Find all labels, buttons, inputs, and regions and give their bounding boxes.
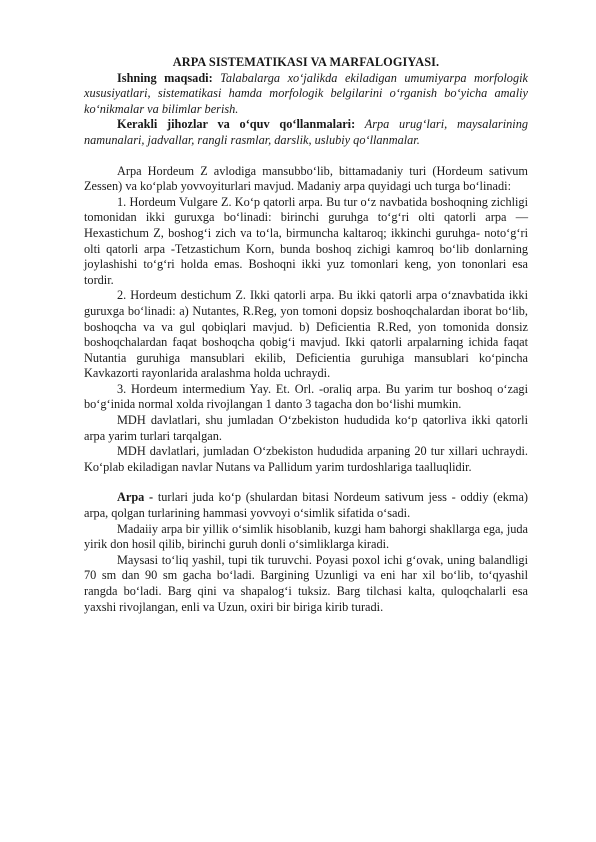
- paragraph-spacer: [84, 475, 528, 490]
- paragraph-spacer: [84, 149, 528, 164]
- arpa-label: Arpa -: [117, 490, 154, 505]
- tools-paragraph: [84, 117, 528, 148]
- goal-label: Ishning maqsadi:: [117, 70, 213, 85]
- body-paragraph: 2. Hordeum destichum Z. Ikki qatorli arpa. Bu ikki qatorli arpa o‘znavbatida ikki guruxga bo‘linadi: a) Nutantes, R.Reg, yon tomoni dopsiz boshoqchalardan iborat bo‘lib, boshoqcha va va gul qobiqlari mavjud. b) Deficientia R.Red, yon tomonida donsiz boshoqchalardan faqat boshoqcha qobig‘i mavjud. Ikki qatorli arpalarning ichida faqat Nutantia guruhiga mansublari ekilib, Deficientia guruhiga mansublari ko‘pincha Kavkazorti rayonlarida aralashma holda uchraydi.: [84, 288, 528, 381]
- body-paragraph: MDH davlatlari, jumladan O‘zbekiston hududida arpaning 20 tur xillari uchraydi. Ko‘plab ekiladigan navlar Nutans va Pallidum yarim turdoshlariga taalluqlidir.: [84, 444, 528, 474]
- body-paragraph: 1. Hordeum Vulgare Z. Ko‘p qatorli arpa. Bu tur o‘z navbatida boshoqning zichligi tomonidan ikki guruxga bo‘linadi: birinchi guruhga to‘g‘ri olti qatorli arpa — Hexastichum Z, boshog‘i zich va to‘la, birmuncha kaltaroq; ikkinchi guruhga- noto‘g‘ri olti qatorli arpa -Tetzastichum Korn, bunda boshoq zichigi kamroq bo‘lib donlarning joylashishi to‘g‘ri holda emas. Boshoqni ikki yuz tomonlari keng, yon tononlari esa tordir.: [84, 194, 528, 287]
- body-paragraph: Madaiiy arpa bir yillik o‘simlik hisoblanib, kuzgi ham bahorgi shakllarga ega, juda yirik don hosil qilib, birinchi guruh donli o‘simliklarga kiradi.: [84, 521, 528, 552]
- arpa-paragraph: [84, 490, 528, 521]
- goal-text: Talabalarga xo‘jalikda ekiladigan umumiyarpa morfologik xususiyatlari, sistematikasi hamda morfologik belgilarini o‘rganish bo‘yicha amaliy ko‘nikmalar va bilimlar berish.: [84, 70, 528, 116]
- arpa-text: turlari juda ko‘p (shulardan bitasi Nordeum sativum jess - oddiy (ekma) arpa, qolgan turlarining hammasi yovvoyi o‘simlik sifatida o‘sadi.: [84, 490, 528, 521]
- goal-paragraph: [84, 71, 528, 118]
- body-paragraph: 3. Hordeum intermedium Yay. Et. Orl. -oraliq arpa. Bu yarim tur boshoq o‘zagi bo‘g‘inida normal xolda rivojlangan 1 danto 3 tagacha don bo‘lishi mumkin.: [84, 381, 528, 412]
- tools-label: Kerakli jihozlar va o‘quv qo‘llanmalari:: [117, 117, 356, 132]
- body-paragraph: MDH davlatlari, shu jumladan O‘zbekiston hududida ko‘p qatorliva ikki qatorli arpa yarim turlari tarqalgan.: [84, 413, 528, 443]
- body-paragraph: Arpa Hordeum Z avlodiga mansubbo‘lib, bittamadaniy turi (Hordeum sativum Zessen) va ko‘plab yovvoyiturlari mavjud. Madaniy arpa quyidagi uch turga bo‘linadi:: [84, 163, 528, 194]
- body-paragraph: Maysasi to‘liq yashil, tupi tik turuvchi. Poyasi poxol ichi g‘ovak, uning balandligi 70 sm dan 90 sm gacha bo‘ladi. Bargining Uzunligi va eni har xil bo‘lib, to‘qyashil rangda bo‘ladi. Barg qini va shapalog‘i tuksiz. Barg tilchasi kalta, quloqchalarli esa yaxshi rivojlangan, enli va Uzun, oxiri bir biriga kirib turadi.: [84, 552, 528, 614]
- document-title: ARPA SISTEMATIKASI VA MARFALOGIYASI.: [172, 55, 440, 69]
- tools-text: Arpa urug‘lari, maysalarining namunalari, jadvallar, rangli rasmlar, darslik, uslubiy qo‘llanmalar.: [84, 117, 528, 147]
- document-page: [84, 55, 528, 615]
